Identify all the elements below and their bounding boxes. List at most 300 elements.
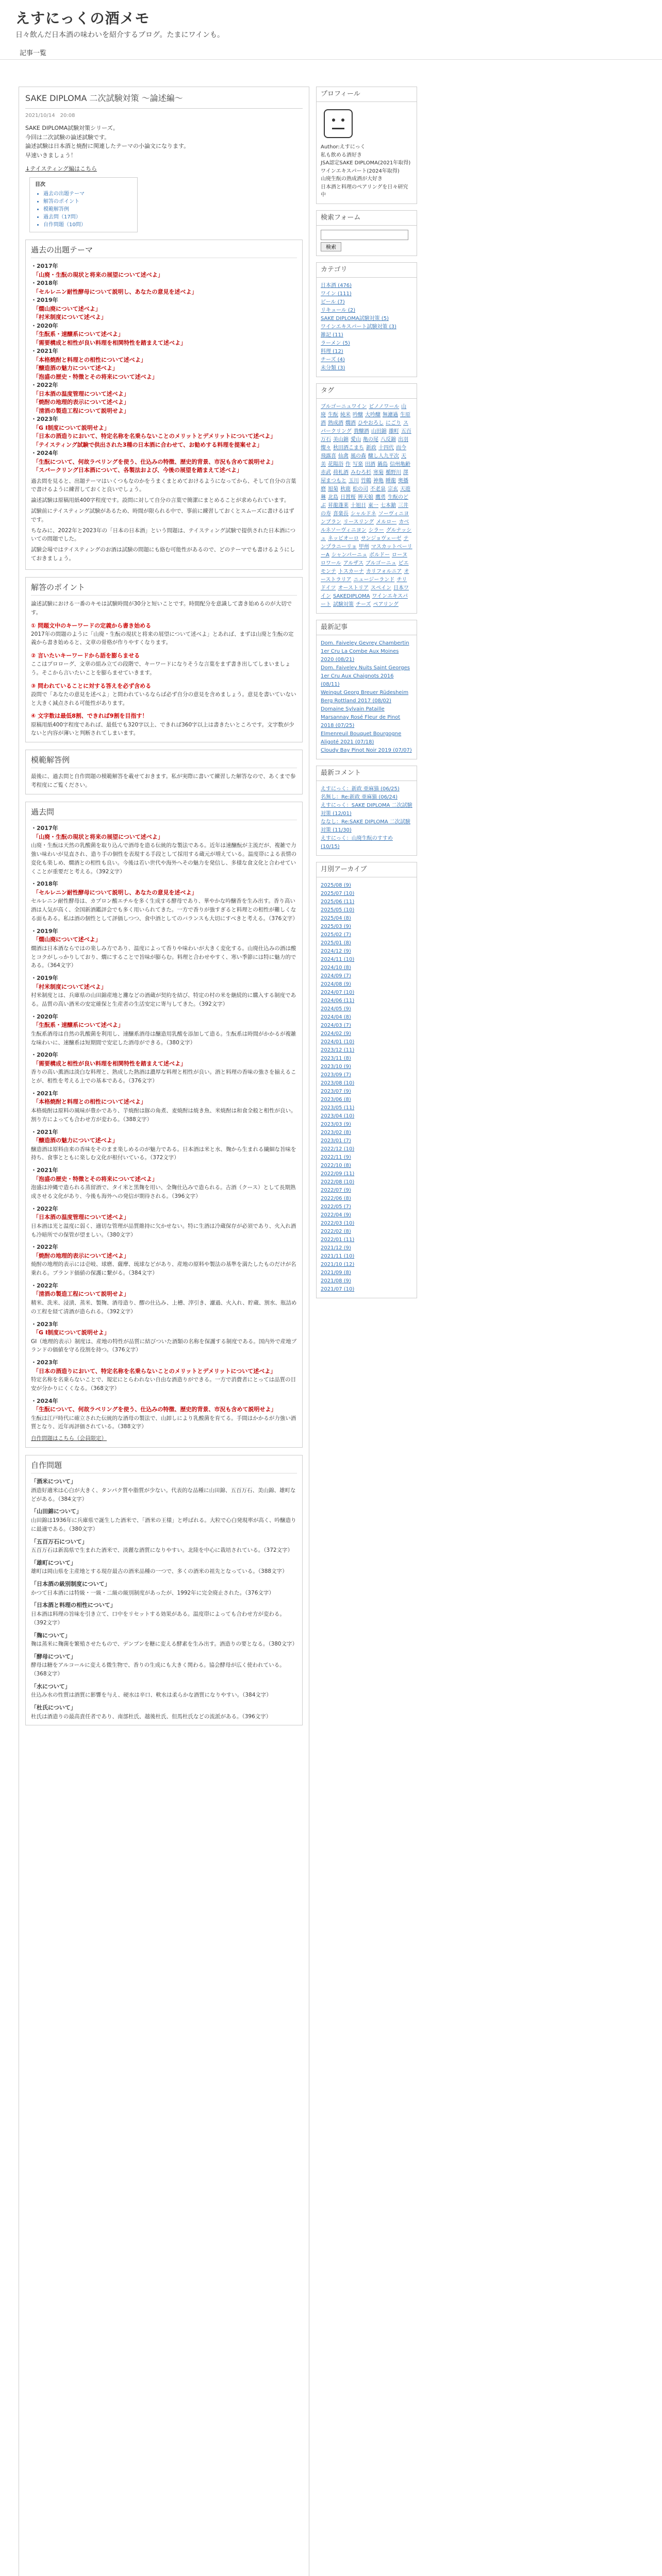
tag-link[interactable]: トスカーナ	[338, 569, 364, 575]
archive-link[interactable]: 2023/03 (9)	[321, 1122, 351, 1128]
theme-question: 「醸造酒の魅力について述べよ」	[33, 365, 118, 372]
toc-item[interactable]: • 自作問題（10問）	[43, 221, 132, 229]
site-title[interactable]: えすにっくの酒メモ	[15, 10, 150, 27]
tag-link[interactable]: 雄町	[388, 429, 399, 435]
archive-link[interactable]: 2021/12 (9)	[321, 1245, 351, 1251]
intro-line: 今回は二次試験の論述試験です。	[25, 133, 110, 141]
archive-link[interactable]: 2021/09 (8)	[321, 1270, 351, 1276]
section-past-themes	[25, 240, 303, 570]
tag-link[interactable]: 吟醸	[353, 412, 363, 418]
archive-link[interactable]: 2023/12 (11)	[321, 1047, 355, 1054]
theme-question: 「セルレニン耐性酵母について説明し、あなたの意見を述べよ」	[33, 288, 197, 295]
tag-link[interactable]: 大吟醸	[365, 412, 380, 418]
archive-link[interactable]: 2023/05 (11)	[321, 1105, 355, 1111]
profile-box	[316, 87, 417, 204]
point-body: 原稿用紙400字程度であれば、最低でも320字以上、できれば360字以上は書きたいところです。文字数が少ないと内容が薄いと判断されてしまいます。	[31, 721, 294, 737]
question-text: 「G I制度について説明せよ」	[33, 1329, 110, 1336]
tag-link[interactable]: 松の司	[353, 486, 368, 493]
archive-link[interactable]: 2023/11 (8)	[321, 1056, 351, 1062]
theme-note: 試験会場ではテイスティングのお酒は試験の問題にも絡む可能性があるので、どのテーマでも書けるようにしておきましょう。	[31, 547, 295, 562]
question-year: ・2022年	[31, 1205, 58, 1212]
archive-link[interactable]: 2023/09 (7)	[321, 1072, 351, 1078]
tag-link[interactable]: 荷札酒	[333, 470, 349, 476]
tag-link[interactable]: サンジョヴェーゼ	[361, 536, 402, 542]
tag-link[interactable]: 秋田酒こまち	[333, 445, 364, 451]
toc-item[interactable]: • 過去問（17問）	[43, 213, 132, 221]
tag-link[interactable]: 新政	[366, 445, 376, 451]
tag-link[interactable]: ワインエキスパート	[321, 594, 408, 608]
archive-link[interactable]: 2022/01 (11)	[321, 1237, 355, 1243]
answer-text: 村米制度とは、兵庫県の山田錦産地と灘などの酒蔵が契約を結び、特定の村の米を継続的に購入する制度である。品質の高い酒米の安定確保と生産者の生活安定に寄与してきた。（392文字）	[31, 992, 296, 1007]
tag-link[interactable]: テンプラニーリョ	[321, 536, 409, 550]
tag-link[interactable]: ソーヴィニヨンブラン	[321, 511, 409, 526]
tag-link[interactable]: 喜楽長	[333, 511, 349, 517]
recent-comment-link[interactable]: ななし：Re:SAKE DIPLOMA 二次試験対策 (11/30)	[321, 819, 410, 834]
question-text: 「セルレニン耐性酵母について説明し、あなたの意見を述べよ」	[33, 889, 197, 896]
category-item[interactable]: 雑記 (11)	[321, 332, 343, 338]
archive-link[interactable]: 2021/08 (9)	[321, 1278, 351, 1284]
own-answer-text: かつて日本酒には特級・一級・二級の級別制度があったが、1992年に完全廃止された。（376文字）	[31, 1589, 274, 1596]
tag-link[interactable]: ブルゴーニュワイン	[321, 404, 367, 410]
tag-link[interactable]: ローヌ	[391, 552, 407, 558]
archive-link[interactable]: 2024/10 (8)	[321, 965, 351, 971]
tag-link[interactable]: 赤武	[321, 470, 331, 476]
tag-link[interactable]: メルロー	[376, 519, 397, 526]
tag-link[interactable]: 日本ワイン	[321, 585, 409, 600]
profile-line: Author:えすにっく	[321, 144, 366, 150]
tag-link[interactable]: カリフォルニア	[366, 569, 402, 575]
tag-link[interactable]: ドイツ	[321, 585, 336, 591]
answer-text: 生酛は江戸時代に確立された伝統的な酒母の製法で、山卸しにより乳酸菌を育てる。手間はかかるが力強い酒質となり、近年再評価されている。（388文字）	[31, 1415, 296, 1430]
tag-link[interactable]: 田酒	[365, 462, 375, 468]
archive-link[interactable]: 2025/08 (9)	[321, 883, 351, 889]
archive-link[interactable]: 2025/04 (8)	[321, 916, 351, 922]
category-item[interactable]: 未分類 (3)	[321, 365, 345, 371]
tag-link[interactable]: 日置桜	[340, 495, 356, 501]
tag-link[interactable]: ひやおろし	[358, 420, 384, 427]
tag-link[interactable]: 玉川	[349, 478, 359, 484]
point-body: ここはプロローグ、文章の組み立ての段階で、キーワードになりそうな言葉をまず書き出してしまいましょう。そこから言いたいことを膨らませていきます。	[31, 661, 291, 676]
archive-link[interactable]: 2022/06 (8)	[321, 1196, 351, 1202]
category-title: カテゴリ	[317, 263, 417, 278]
archive-link[interactable]: 2024/07 (10)	[321, 990, 355, 996]
question-year: ・2019年	[31, 975, 58, 982]
search-button[interactable]: 検索	[321, 242, 341, 251]
tag-link[interactable]: 七本鎗	[380, 503, 396, 509]
tag-link[interactable]: 作	[345, 462, 351, 468]
post-title[interactable]: SAKE DIPLOMA 二次試験対策 〜論述編〜	[25, 91, 303, 109]
recent-post-link[interactable]: Domaine Sylvain Pataille Marsannay Rosé Fleur de Pinot 2018 (07/25)	[321, 706, 401, 729]
archive-link[interactable]: 2025/07 (10)	[321, 891, 355, 897]
tag-link[interactable]: 風の森	[351, 453, 366, 460]
tag-link[interactable]: 而今	[396, 445, 406, 451]
theme-question: 「日本の酒造りにおいて、特定名称を名乗らないことのメリットとデメリットについて述べよ」	[33, 433, 276, 440]
recent-comments-title: 最新コメント	[317, 766, 417, 781]
theme-question: 「スパークリング日本酒について、各製法および、今後の展望を踏まえて述べよ」	[33, 467, 242, 474]
tag-link[interactable]: 生酛	[328, 412, 338, 418]
archive-link[interactable]: 2024/12 (9)	[321, 948, 351, 955]
theme-year: ・2019年	[31, 297, 58, 304]
tag-link[interactable]: 信州亀齢	[390, 462, 410, 468]
archive-link[interactable]: 2022/10 (8)	[321, 1163, 351, 1169]
tag-link[interactable]: SAKEDIPLOMA	[333, 594, 370, 600]
toc-item[interactable]: • 解答のポイント	[43, 198, 132, 206]
point-heading: ④ 文字数は最低8割、できれば9割を目指す！	[31, 713, 148, 720]
tag-link[interactable]: 北島	[328, 495, 338, 501]
archive-link[interactable]: 2024/02 (9)	[321, 1031, 351, 1037]
tag-link[interactable]: 飛露喜	[321, 453, 336, 460]
recent-posts-title: 最新記事	[317, 620, 417, 635]
section-title: 過去の出題テーマ	[31, 244, 297, 258]
tag-link[interactable]: 神亀	[373, 478, 384, 484]
theme-note: 論述試験は原稿用紙400字程度です。設問に対して自分の言葉で簡潔にまとめることが求められています。	[31, 497, 290, 504]
tag-link[interactable]: ペアリング	[373, 602, 399, 608]
recent-comment-link[interactable]: えすにっく：山廃生酛のすすめ (10/15)	[321, 836, 393, 850]
archive-link[interactable]: 2023/08 (10)	[321, 1080, 355, 1087]
tag-link[interactable]: スペイン	[371, 585, 391, 591]
tag-link[interactable]: 鍋島	[377, 462, 388, 468]
tag-link[interactable]: 燗酒	[345, 420, 356, 427]
model-body: 最後に、過去問と自作問題の模範解答を載せておきます。私が実際に書いて練習した解答なので、あくまで参考程度にご覧ください。	[31, 773, 296, 789]
archive-link[interactable]: 2024/03 (7)	[321, 1023, 351, 1029]
profile-text	[321, 143, 412, 199]
archive-link[interactable]: 2022/02 (8)	[321, 1229, 351, 1235]
tag-link[interactable]: 天美	[321, 453, 406, 468]
tag-link[interactable]: 熟成酒	[328, 420, 343, 427]
tag-link[interactable]: 十四代	[378, 445, 394, 451]
tag-link[interactable]: ボルドー	[369, 552, 390, 558]
tag-link[interactable]: 仙禽	[338, 453, 349, 460]
theme-year: ・2020年	[31, 322, 58, 329]
tag-link[interactable]: 寒菊	[373, 470, 384, 476]
recent-posts-box	[316, 620, 417, 759]
answer-text: 日本酒は光と温度に弱く、適切な管理が品質維持に欠かせない。特に生酒は冷蔵保存が必須であり、火入れ酒も冷暗所での保管が望ましい。（380文字）	[31, 1223, 296, 1238]
question-text: 「生酛系・速醸系について述べよ」	[33, 1022, 124, 1029]
category-item[interactable]: ワイン (111)	[321, 291, 352, 297]
tag-link[interactable]: マスカットベーリーA	[321, 544, 412, 558]
theme-year: ・2023年	[31, 416, 58, 423]
theme-question: 「燗山廃について述べよ」	[33, 305, 101, 312]
point-heading: ③ 問われていることに対する答えを必ず含める	[31, 682, 152, 689]
category-item[interactable]: リキュール (2)	[321, 307, 356, 313]
question-text: 「日本酒の温度管理について述べよ」	[33, 1214, 129, 1221]
tag-link[interactable]: カベルネソーヴィニヨン	[321, 519, 409, 534]
archive-list	[321, 882, 412, 1294]
tag-link[interactable]: 貴醸酒	[353, 429, 369, 435]
category-item[interactable]: ビール (7)	[321, 299, 345, 305]
section-title: 模範解答例	[31, 754, 297, 768]
category-box	[316, 262, 417, 377]
tag-link[interactable]: 美山錦	[333, 437, 349, 443]
answer-text: 焼酎の地理的表示には壱岐、球磨、薩摩、琉球などがあり、産地の原料や製法の基準を満たしたものだけが名乗れる。ブランド価値の保護に繋がる。（384文字）	[31, 1261, 296, 1277]
tag-link[interactable]: ニュージーランド	[353, 577, 395, 583]
category-item[interactable]: 日本酒 (476)	[321, 282, 352, 289]
tag-link[interactable]: オーストラリア	[321, 569, 409, 583]
archive-link[interactable]: 2023/04 (10)	[321, 1113, 355, 1120]
own-answer-text: 杜氏は酒造りの最高責任者であり、南部杜氏、越後杜氏、但馬杜氏などの流派がある。（396文字）	[31, 1713, 272, 1720]
archive-link[interactable]: 2025/02 (7)	[321, 932, 351, 938]
recent-comment-link[interactable]: えすにっく：SAKE DIPLOMA 二次試験対策 (12/01)	[321, 803, 412, 817]
category-list	[321, 282, 412, 372]
tasting-link[interactable]: ↓テイスティング編はこちら	[25, 165, 97, 172]
tag-link[interactable]: 山廃	[321, 404, 407, 418]
tag-link[interactable]: 愛山	[351, 437, 361, 443]
archive-link[interactable]: 2023/01 (7)	[321, 1138, 351, 1144]
tag-link[interactable]: ロワール	[321, 561, 341, 567]
own-answer-text: 山田錦は1936年に兵庫県で誕生した酒米で、「酒米の王様」と呼ばれる。大粒で心白発現率が高く、吟醸造りに最適である。（380文字）	[31, 1517, 296, 1532]
category-item[interactable]: 料理 (12)	[321, 348, 343, 354]
tag-link[interactable]: 旭菊	[328, 486, 338, 493]
post-intro	[25, 124, 303, 160]
archive-link[interactable]: 2022/03 (10)	[321, 1221, 355, 1227]
own-question-text: 「山田錦について」	[31, 1508, 82, 1515]
archive-link[interactable]: 2025/03 (9)	[321, 924, 351, 930]
archive-link[interactable]: 2021/10 (12)	[321, 1262, 355, 1268]
answer-text: 香りの高い薫酒は淡白な料理と、熟成した熟酒は濃厚な料理と相性が良い。酒と料理の香味の強さを揃えることが、相性を考える上での基本である。（376文字）	[31, 1069, 296, 1084]
profile-line: ワインエキスパート(2024年取得)	[321, 168, 400, 174]
question-text: 「焼酎の地理的表示について述べよ」	[33, 1252, 129, 1259]
tag-link[interactable]: シャルドネ	[351, 511, 376, 517]
archive-link[interactable]: 2024/06 (11)	[321, 998, 355, 1004]
page-wrap	[0, 60, 662, 2576]
archive-link[interactable]: 2024/04 (8)	[321, 1014, 351, 1021]
recent-posts-list	[321, 639, 412, 755]
archive-link[interactable]: 2021/07 (10)	[321, 1286, 355, 1293]
table-of-contents	[29, 177, 138, 232]
tag-link[interactable]: 出羽燦々	[321, 437, 408, 451]
archive-link[interactable]: 2024/05 (9)	[321, 1006, 351, 1012]
avatar-icon	[324, 109, 353, 138]
tag-link[interactable]: 睡龍	[386, 478, 396, 484]
past-theme-note	[31, 477, 297, 563]
points-list	[31, 621, 297, 738]
section-title: 過去問	[31, 806, 297, 820]
archive-link[interactable]: 2022/09 (11)	[321, 1171, 355, 1177]
intro-line: 早速いきましょう！	[25, 152, 76, 159]
tag-title: タグ	[317, 384, 417, 399]
own-question-list	[31, 1478, 297, 1721]
theme-question: 「清酒の製造工程について説明せよ」	[33, 407, 129, 414]
profile-line: 日本酒と料理のペアリングを日々研究中	[321, 184, 408, 198]
tag-link[interactable]: みむろ杉	[351, 470, 371, 476]
theme-question: 「G I制度について説明せよ」	[33, 424, 110, 431]
tag-link[interactable]: 純米	[340, 412, 351, 418]
tag-link[interactable]: 花陽浴	[328, 462, 343, 468]
section-model-answers	[25, 750, 303, 794]
category-item[interactable]: ラーメン (5)	[321, 340, 350, 346]
archive-link[interactable]: 2022/04 (9)	[321, 1212, 351, 1218]
tag-link[interactable]: 奥播磨	[321, 478, 408, 493]
answer-text: 精米、洗米、浸漬、蒸米、製麹、酒母造り、醪の仕込み、上槽、滓引き、濾過、火入れ、貯蔵、割水、瓶詰めの工程を経て清酒が造られる。（392文字）	[31, 1299, 297, 1315]
tag-link[interactable]: 醸し人九平次	[368, 453, 399, 460]
point-heading: ① 問題文中のキーワードの定義から書き始める	[31, 622, 152, 629]
tag-link[interactable]: 宗玄	[388, 486, 398, 493]
tag-link[interactable]: 秋鹿	[340, 486, 351, 493]
tag-link[interactable]: チーズ	[356, 602, 371, 608]
profile-line: 山廃生酛の熟成酒が大好き	[321, 176, 383, 182]
tag-link[interactable]: 天遊琳	[321, 486, 410, 501]
archive-link[interactable]: 2023/10 (9)	[321, 1064, 351, 1070]
theme-question: 「焼酎の地理的表示について述べよ」	[33, 399, 129, 406]
own-answer-text: 五百万石は新潟県で生まれた酒米で、淡麗な酒質になりやすい。北陸を中心に栽培されている。（372文字）	[31, 1547, 293, 1554]
tag-link[interactable]: 生酛のどぶ	[321, 495, 408, 509]
category-item[interactable]: チーズ (4)	[321, 357, 345, 363]
theme-question: 「泡盛の歴史・特徴とその将来について述べよ」	[33, 373, 158, 380]
answer-text: セルレニン耐性酵母は、カプロン酸エチルを多く生成する酵母であり、華やかな吟醸香を生み出す。香り高い酒は人気が高く、全国新酒鑑評会でも多く用いられてきた。一方で香りが強すぎると料理との相性が難しくなる面もある。私は酒の個性として評価しつつ、食中酒としてのバランスも大切にすべきと考える。（376文字）	[31, 898, 298, 922]
tag-link[interactable]: ピノノワール	[369, 404, 400, 410]
theme-note: ちなみに、2022年と2023年の「日本の日本酒」という問題は、テイスティング試験で提供された日本酒についての問題でした。	[31, 527, 296, 543]
intro-line: SAKE DIPLOMA試験対策シリーズ。	[25, 125, 119, 132]
theme-year: ・2017年	[31, 263, 58, 270]
search-input[interactable]	[321, 230, 408, 240]
intro-line: 論述試験は日本酒と焼酎に関連したテーマの小論文になります。	[25, 143, 190, 150]
tag-link[interactable]: 不老泉	[370, 486, 386, 493]
tag-link[interactable]: チリ	[396, 577, 407, 583]
own-answer-text: 日本酒は料理の旨味を引き立て、口中をリセットする効果がある。温度帯によっても合わせ方が変わる。（392文字）	[31, 1611, 285, 1626]
toc-item[interactable]: • 模範解答例	[43, 206, 132, 213]
tag-link[interactable]: 鷹勇	[375, 495, 386, 501]
question-text: 「村米制度について述べよ」	[33, 983, 107, 990]
point-body: 設問で「あなたの意見を述べよ」と問われているならば必ず自分の意見を含めましょう。意見を書いていないと大きく減点される可能性があります。	[31, 691, 296, 706]
archive-link[interactable]: 2025/05 (10)	[321, 907, 355, 913]
tag-link[interactable]: 生原酒	[321, 412, 410, 427]
theme-note: 試験前にテイスティング試験があるため、時間が限られる中で、事前に練習しておくとスムーズに書けるはずです。	[31, 507, 294, 523]
tag-link[interactable]: アルザス	[343, 561, 364, 567]
tag-link[interactable]: 山田錦	[371, 429, 387, 435]
archive-link[interactable]: 2021/11 (10)	[321, 1253, 355, 1260]
recent-post-link[interactable]: Elmenreuil Bouquet Bourgogne Aligoté 2021 (07/18)	[321, 731, 402, 745]
own-question-text: 「麹について」	[31, 1632, 71, 1639]
tag-link[interactable]: 楯野川	[386, 470, 401, 476]
past-theme-list	[31, 262, 297, 475]
tag-link[interactable]: 澤屋まつもと	[321, 470, 408, 484]
tag-link[interactable]: ピエモンテ	[321, 561, 409, 575]
question-text: 「需要構成と相性が良い料理を相関特性を踏まえて述べよ」	[33, 1060, 186, 1067]
theme-question: 「本格焼酎と料理との相性について述べよ」	[33, 356, 146, 363]
archive-link[interactable]: 2023/06 (8)	[321, 1097, 351, 1103]
tag-link[interactable]: 三井の寿	[321, 503, 408, 517]
post-meta: 2021/10/14 20:08	[25, 112, 75, 118]
tag-link[interactable]: 甲州	[358, 544, 369, 550]
main-content	[19, 87, 309, 2576]
tag-link[interactable]: シラー	[368, 528, 384, 534]
toc-list	[35, 190, 132, 229]
archive-link[interactable]: 2025/06 (11)	[321, 899, 355, 905]
tag-link[interactable]: 八反錦	[380, 437, 396, 443]
own-question-text: 「酒米について」	[31, 1478, 76, 1485]
tag-link[interactable]: 写楽	[353, 462, 363, 468]
theme-year: ・2021年	[31, 348, 58, 355]
tag-link[interactable]: グルナッシュ	[321, 528, 412, 542]
tag-link[interactable]: シャンパーニュ	[331, 552, 367, 558]
question-year: ・2024年	[31, 1397, 58, 1404]
archive-link[interactable]: 2022/11 (9)	[321, 1155, 351, 1161]
question-year: ・2021年	[31, 1128, 58, 1136]
archive-link[interactable]: 2023/07 (9)	[321, 1089, 351, 1095]
recent-post-link[interactable]: Dom. Faiveley Nuits Saint Georges 1er Cru Aux Chaignots 2016 (08/11)	[321, 665, 410, 688]
archive-link[interactable]: 2024/09 (7)	[321, 973, 351, 979]
question-year: ・2023年	[31, 1320, 58, 1328]
theme-question: 「山廃・生酛の現状と将来の展望について述べよ」	[33, 271, 163, 278]
theme-question: 「需要構成と相性が良い料理を相関特性を踏まえて述べよ」	[33, 339, 186, 346]
tag-link[interactable]: スパークリング	[321, 420, 408, 435]
archive-link[interactable]: 2022/08 (10)	[321, 1179, 355, 1185]
tag-link[interactable]: 昇龍蓬莱	[328, 503, 349, 509]
answer-text: 本格焼酎は原料の風味が豊かであり、芋焼酎は豚の角煮、麦焼酎は焼き魚、米焼酎は和食全般と相性が良い。割り方によっても合わせ方が変わる。（388文字）	[31, 1107, 296, 1123]
category-item[interactable]: ワインエキスパート試験対策 (3)	[321, 324, 396, 330]
tag-link[interactable]: 五百万石	[321, 429, 411, 443]
recent-post-link[interactable]: Cloudy Bay Pinot Noir 2019 (07/07)	[321, 748, 412, 754]
recent-post-link[interactable]: Weingut Georg Breuer Rüdesheim Berg Rottland 2017 (08/02)	[321, 690, 409, 704]
theme-year: ・2018年	[31, 280, 58, 287]
archive-link[interactable]: 2022/07 (9)	[321, 1188, 351, 1194]
tag-link[interactable]: 辨天娘	[358, 495, 373, 501]
archive-link[interactable]: 2024/08 (9)	[321, 981, 351, 988]
article-list-link[interactable]: 記事一覧	[20, 49, 47, 57]
own-questions-link[interactable]: 自作問題はこちら（会員限定）	[31, 1435, 107, 1442]
question-text: 「本格焼酎と料理との相性について述べよ」	[33, 1098, 146, 1106]
tag-link[interactable]: 十旭日	[351, 503, 366, 509]
tag-link[interactable]: ネッビオーロ	[328, 536, 359, 542]
category-item[interactable]: SAKE DIPLOMA試験対策 (5)	[321, 315, 389, 321]
tag-link[interactable]: 竹鶴	[361, 478, 371, 484]
archive-link[interactable]: 2024/11 (10)	[321, 957, 355, 963]
recent-comments-box	[316, 766, 417, 856]
theme-year: ・2022年	[31, 382, 58, 389]
section-past-questions	[25, 802, 303, 1448]
tag-link[interactable]: 無濾過	[383, 412, 398, 418]
tag-link[interactable]: 東一	[368, 503, 378, 509]
tag-link[interactable]: リースリング	[343, 519, 374, 526]
archive-link[interactable]: 2024/01 (10)	[321, 1039, 355, 1045]
answer-text: 生酛系酒母は自然の乳酸菌を利用し、速醸系酒母は醸造用乳酸を添加して造る。生酛系は時間がかかるが複雑な味わいに、速醸系は短期間で安定した酒母ができる。（380文字）	[31, 1030, 296, 1046]
recent-comment-link[interactable]: えすにっく：新政 亜麻猫 (06/25)	[321, 786, 400, 792]
recent-comment-link[interactable]: 名無し：Re:新政 亜麻猫 (06/24)	[321, 794, 398, 801]
tag-link[interactable]: 試験対策	[333, 602, 354, 608]
archive-link[interactable]: 2025/01 (8)	[321, 940, 351, 946]
sidebar	[316, 87, 417, 1293]
theme-question: 「生酛について、何故ラベリングを使う、仕込みの特徴、歴史的背景、市況も含めて説明せよ」	[33, 458, 277, 465]
own-question-text: 「雄町について」	[31, 1559, 76, 1566]
tag-link[interactable]: ブルゴーニュ	[366, 561, 396, 567]
recent-post-link[interactable]: Dom. Faiveley Gevrey Chambertin 1er Cru La Combe Aux Moines 2020 (08/21)	[321, 640, 409, 663]
profile-title: プロフィール	[317, 87, 417, 102]
own-question-text: 「日本酒と料理の相性について」	[31, 1602, 116, 1609]
site-header	[0, 0, 662, 60]
tag-link[interactable]: にごり	[386, 420, 401, 427]
archive-link[interactable]: 2022/12 (10)	[321, 1146, 355, 1153]
theme-note: 過去問を見ると、出題テーマはいくつもなのかをうまくまとめておけるようになってから、そして自分の言葉で書けるように練習しておくと良いでしょう。	[31, 478, 296, 493]
own-question-text: 「五百万石について」	[31, 1538, 88, 1545]
answer-text: 醸造酒は原料由来の香味をそのまま楽しめるのが魅力である。日本酒は米と水、麹から生まれる繊細な旨味を持ち、食事とともに楽しむ文化が根付いている。（372文字）	[31, 1146, 296, 1161]
archive-link[interactable]: 2023/02 (8)	[321, 1130, 351, 1136]
question-year: ・2023年	[31, 1359, 58, 1366]
tag-link[interactable]: オーストリア	[338, 585, 369, 591]
own-answer-text: 酒造好適米は心白が大きく、タンパク質や脂質が少ない。代表的な品種に山田錦、五百万石、美山錦、雄町などがある。（384文字）	[31, 1487, 296, 1502]
archive-link[interactable]: 2022/05 (7)	[321, 1204, 351, 1210]
question-text: 「醸造酒の魅力について述べよ」	[33, 1137, 118, 1144]
section-own-questions	[25, 1455, 303, 1725]
points-intro: 論述試験における一番のキモは試験時間が30分と短いことです。時間配分を意識して書き始めるのが大切です。	[31, 600, 292, 616]
answer-text: 燗酒は日本酒ならではの楽しみ方であり、温度によって香りや味わいが大きく変化する。山廃仕込みの酒は酸とコクがしっかりしており、燗にすることで旨味が膨らむ。料理と合わせやすく、寒い季節には特に魅力的である。（364文字）	[31, 945, 296, 969]
toc-title: 目次	[35, 182, 45, 188]
section-points	[25, 577, 303, 742]
question-text: 「山廃・生酛の現状と将来の展望について述べよ」	[33, 833, 163, 840]
tag-link[interactable]: 亀の尾	[363, 437, 378, 443]
question-text: 「燗山廃について述べよ」	[33, 936, 101, 943]
toc-item[interactable]: • 過去の出題テーマ	[43, 190, 132, 198]
own-answer-text: 麹は蒸米に麹菌を繁殖させたもので、デンプンを糖に変える酵素を生み出す。酒造りの要となる。（380文字）	[31, 1641, 298, 1647]
